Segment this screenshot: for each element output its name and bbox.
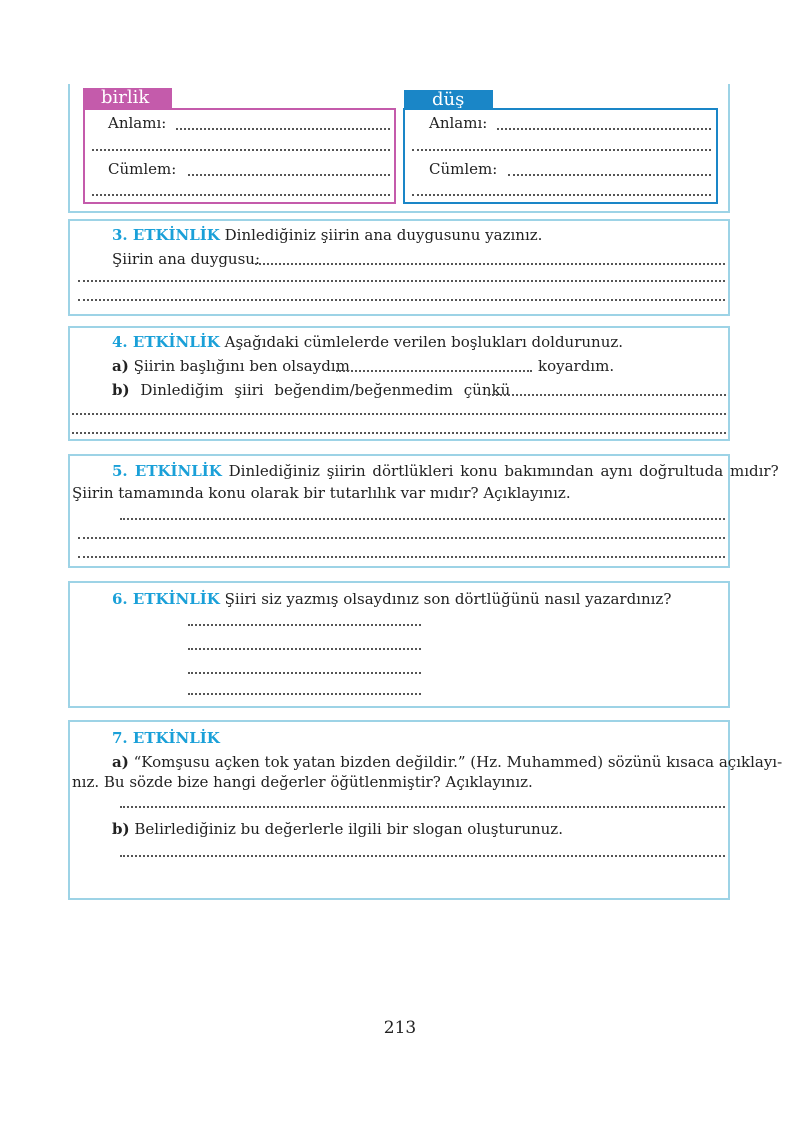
- activity-4-answer-line-2[interactable]: [72, 413, 726, 415]
- activity-7-item-b-answer[interactable]: [120, 855, 725, 857]
- activity-7-box: [68, 720, 730, 900]
- sentence-label: Cümlem:: [429, 160, 498, 178]
- meaning-answer-line-2[interactable]: [412, 149, 711, 151]
- activity-3-answer-line-2[interactable]: [78, 280, 725, 282]
- activity-6-verse-line-3[interactable]: [188, 672, 421, 674]
- activity-7-item-b: [112, 820, 563, 838]
- top-frame-right-border: [728, 84, 730, 212]
- activity-5-instruction-line-2: Şiirin tamamında konu olarak bir tutarlılık var mıdır? Açıklayınız.: [72, 484, 571, 502]
- meaning-answer-line-1[interactable]: [176, 128, 390, 130]
- activity-4-item-a: [112, 357, 350, 375]
- activity-6-label: 6. ETKİNLİK: [112, 590, 220, 608]
- activity-6-heading: [112, 590, 671, 608]
- item-a-marker: a): [112, 357, 129, 375]
- activity-4-item-a-blank[interactable]: [336, 370, 532, 372]
- sentence-answer-line-1[interactable]: [188, 174, 390, 176]
- activity-3-label: 3. ETKİNLİK: [112, 226, 220, 244]
- item-b-text: Dinlediğim şiiri beğendim/beğenmedim çünkü: [140, 381, 511, 399]
- activity-5-heading: [112, 462, 779, 480]
- activity-5-answer-line-3[interactable]: [78, 556, 725, 558]
- sentence-answer-line-2[interactable]: [412, 194, 711, 196]
- page-number: 213: [383, 1018, 417, 1038]
- activity-7-item-a-answer[interactable]: [120, 806, 725, 808]
- activity-5-answer-line-1[interactable]: [120, 518, 725, 520]
- activity-4-heading: [112, 333, 623, 351]
- meaning-label: Anlamı:: [429, 114, 488, 132]
- activity-6-instruction: Şiiri siz yazmış olsaydınız son dörtlüğünü nasıl yazardınız?: [224, 590, 672, 608]
- sentence-answer-line-1[interactable]: [508, 174, 711, 176]
- activity-4-answer-line-3[interactable]: [72, 432, 726, 434]
- activity-6-verse-line-4[interactable]: [188, 693, 421, 695]
- activity-4-item-b-blank[interactable]: [488, 394, 726, 396]
- activity-6-verse-line-2[interactable]: [188, 648, 421, 650]
- activity-5-instruction-line-1: Dinlediğiniz şiirin dörtlükleri konu bakımından aynı doğrultuda mıdır?: [228, 462, 779, 480]
- activity-4-label: 4. ETKİNLİK: [112, 333, 220, 351]
- activity-4-item-a-after: koyardım.: [538, 357, 615, 375]
- item-b-marker: b): [112, 381, 130, 399]
- activity-3-answer-line-3[interactable]: [78, 299, 725, 301]
- activity-3-instruction: Dinlediğiniz şiirin ana duygusunu yazınız.: [224, 226, 543, 244]
- activity-5-label: 5. ETKİNLİK: [112, 462, 222, 480]
- word-tab-birlik: birlik: [83, 88, 172, 108]
- activity-5-answer-line-2[interactable]: [78, 537, 725, 539]
- meaning-answer-line-1[interactable]: [497, 128, 711, 130]
- activity-3-answer-line-1[interactable]: [255, 263, 725, 265]
- activity-3-prompt: Şiirin ana duygusu:: [112, 250, 260, 268]
- sentence-label: Cümlem:: [108, 160, 177, 178]
- item-a-marker: a): [112, 753, 129, 771]
- activity-3-heading: [112, 226, 542, 244]
- word-tab-dus: düş: [404, 90, 493, 110]
- activity-6-verse-line-1[interactable]: [188, 624, 421, 626]
- item-a-text-before: Şiirin başlığını ben olsaydım: [133, 357, 350, 375]
- activity-4-item-b: [112, 381, 510, 399]
- activity-7-item-a: [112, 753, 782, 771]
- meaning-label: Anlamı:: [108, 114, 167, 132]
- item-a-text-line-1: “Komşusu açken tok yatan bizden değildir.” (Hz. Muhammed) sözünü kısaca açıklayı-: [133, 753, 783, 771]
- activity-7-item-a-line-2: nız. Bu sözde bize hangi değerler öğütlenmiştir? Açıklayınız.: [72, 773, 533, 791]
- top-frame-left-border: [68, 84, 70, 212]
- top-frame-bottom-border: [68, 211, 730, 213]
- item-b-text: Belirlediğiniz bu değerlerle ilgili bir slogan oluşturunuz.: [134, 820, 563, 838]
- item-b-marker: b): [112, 820, 130, 838]
- meaning-answer-line-2[interactable]: [92, 149, 390, 151]
- activity-4-instruction: Aşağıdaki cümlelerde verilen boşlukları doldurunuz.: [224, 333, 624, 351]
- sentence-answer-line-2[interactable]: [92, 194, 390, 196]
- activity-7-label: 7. ETKİNLİK: [112, 729, 220, 747]
